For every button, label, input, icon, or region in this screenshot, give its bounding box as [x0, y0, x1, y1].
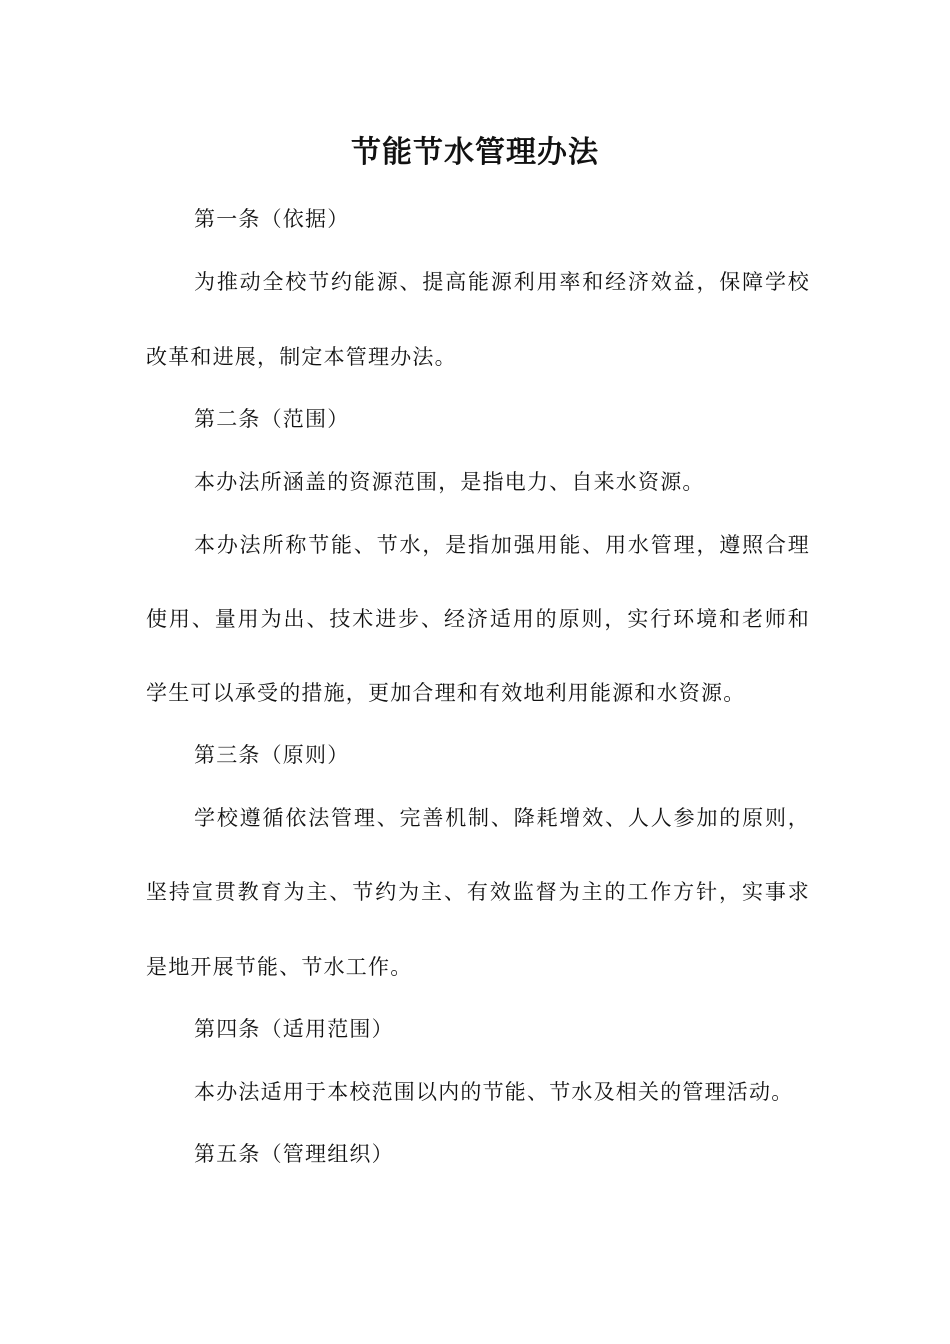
article-2-text-line-3: 使用、量用为出、技术进步、经济适用的原则，实行环境和老师和	[146, 607, 810, 631]
article-5-heading: 第五条（管理组织）	[194, 1142, 394, 1166]
article-1-text-line-2: 改革和进展，制定本管理办法。	[146, 345, 457, 369]
article-3-heading: 第三条（原则）	[194, 743, 350, 767]
article-2-text-line-2: 本办法所称节能、节水，是指加强用能、用水管理，遵照合理	[194, 533, 810, 557]
document-title: 节能节水管理办法	[351, 135, 599, 170]
article-2-heading: 第二条（范围）	[194, 407, 350, 431]
article-4-heading: 第四条（适用范围）	[194, 1017, 394, 1041]
article-3-text-line-1: 学校遵循依法管理、完善机制、降耗增效、人人参加的原则，	[194, 806, 810, 830]
article-1-heading: 第一条（依据）	[194, 207, 350, 231]
article-2-text-line-1: 本办法所涵盖的资源范围，是指电力、自来水资源。	[194, 470, 705, 494]
article-1-text-line-1: 为推动全校节约能源、提高能源利用率和经济效益，保障学校	[194, 270, 810, 294]
article-2-text-line-4: 学生可以承受的措施，更加合理和有效地利用能源和水资源。	[146, 681, 746, 705]
article-3-text-line-2: 坚持宣贯教育为主、节约为主、有效监督为主的工作方针，实事求	[146, 880, 810, 904]
article-4-text-line-1: 本办法适用于本校范围以内的节能、节水及相关的管理活动。	[194, 1080, 794, 1104]
article-3-text-line-3: 是地开展节能、节水工作。	[146, 955, 413, 979]
